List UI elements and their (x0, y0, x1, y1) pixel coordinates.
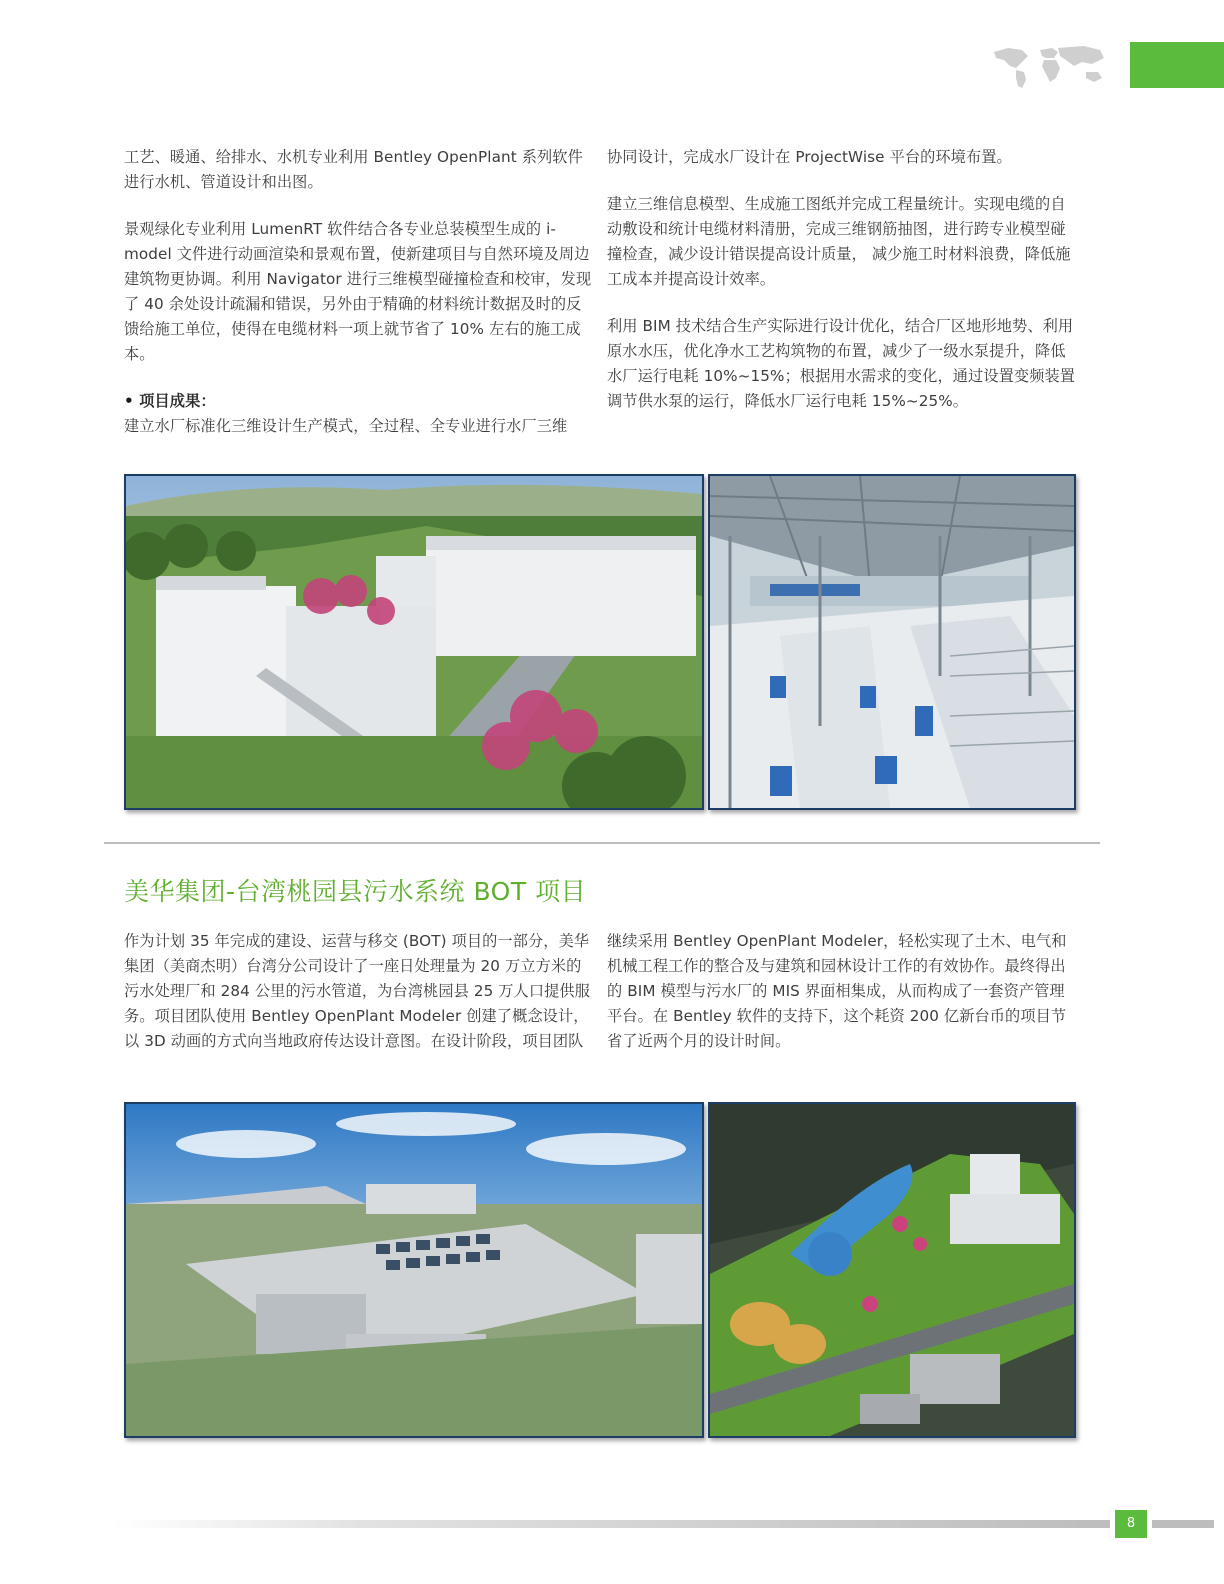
world-map-graphic (988, 42, 1112, 90)
top-right-column (607, 145, 1077, 436)
footer-bar (112, 1520, 1110, 1528)
paragraph: 协同设计，完成水厂设计在 ProjectWise 平台的环境布置。 (607, 148, 1012, 166)
paragraph: 工艺、暖通、给排水、水机专业利用 Bentley OpenPlant 系列软件进行水机、管道设计和出图。 (124, 148, 583, 191)
section-left-column (124, 929, 594, 1054)
paragraph: 建立三维信息模型、生成施工图纸并完成工程量统计。实现电缆的自动敷设和统计电缆材料清册，完成三维钢筋抽图，进行跨专业模型碰撞检查，减少设计错误提高设计质量， 减少施工时材料浪费，降低施工成本并提高设计效率。 (607, 195, 1071, 288)
footer-bar-tail (1152, 1520, 1214, 1528)
paragraph: 景观绿化专业利用 LumenRT 软件结合各专业总装模型生成的 i-model 文件进行动画渲染和景观布置，使新建项目与自然环境及周边建筑物更协调。利用 Navigator 进行三维模型碰撞检查和校审，发现了 40 余处设计疏漏和错误，另外由于精确的材料统计数据及时的反馈给施工单位，使得在电缆材料一项上就节省了 10% 左右的施工成本。 (124, 220, 592, 363)
page-number: 8 (1115, 1510, 1147, 1538)
top-left-column (124, 145, 594, 439)
paragraph: 利用 BIM 技术结合生产实际进行设计优化，结合厂区地形地势、利用原水水压，优化净水工艺构筑物的布置，减少了一级水泵提升，降低水厂运行电耗 10%~15%；根据用水需求的变化，通过设置变频装置调节供水泵的运行，降低水厂运行电耗 15%~25%。 (607, 317, 1076, 410)
results-heading: • 项目成果： (124, 392, 216, 410)
aerial-site-render (708, 1102, 1076, 1438)
plant-exterior-render (124, 474, 704, 810)
paragraph: 继续采用 Bentley OpenPlant Modeler，轻松实现了土木、电气和机械工程工作的整合及与建筑和园林设计工作的有效协作。最终得出的 BIM 模型与污水厂的 MIS 界面相集成，从而构成了一套资产管理平台。在 Bentley 软件的支持下，这个耗资 200 亿新台币的项目节省了近两个月的设计时间。 (607, 932, 1067, 1050)
section-title: 美华集团-台湾桃园县污水系统 BOT 项目 (124, 877, 587, 906)
results-intro: 建立水厂标准化三维设计生产模式，全过程、全专业进行水厂三维 (124, 417, 568, 435)
paragraph: 作为计划 35 年完成的建设、运营与移交 (BOT) 项目的一部分，美华集团（美商杰明）台湾分公司设计了一座日处理量为 20 万立方米的污水处理厂和 284 公里的污水管道，为台湾桃园县 25 万人口提供服务。项目团队使用 Bentley OpenPlant Modeler 创建了概念设计，以 3D 动画的方式向当地政府传达设计意图。在设计阶段，项目团队 (124, 932, 590, 1050)
header-green-tab (1130, 42, 1224, 88)
plant-interior-render (708, 474, 1076, 810)
section-right-column (607, 929, 1077, 1054)
wastewater-plant-render (124, 1102, 704, 1438)
section-divider (104, 842, 1100, 844)
